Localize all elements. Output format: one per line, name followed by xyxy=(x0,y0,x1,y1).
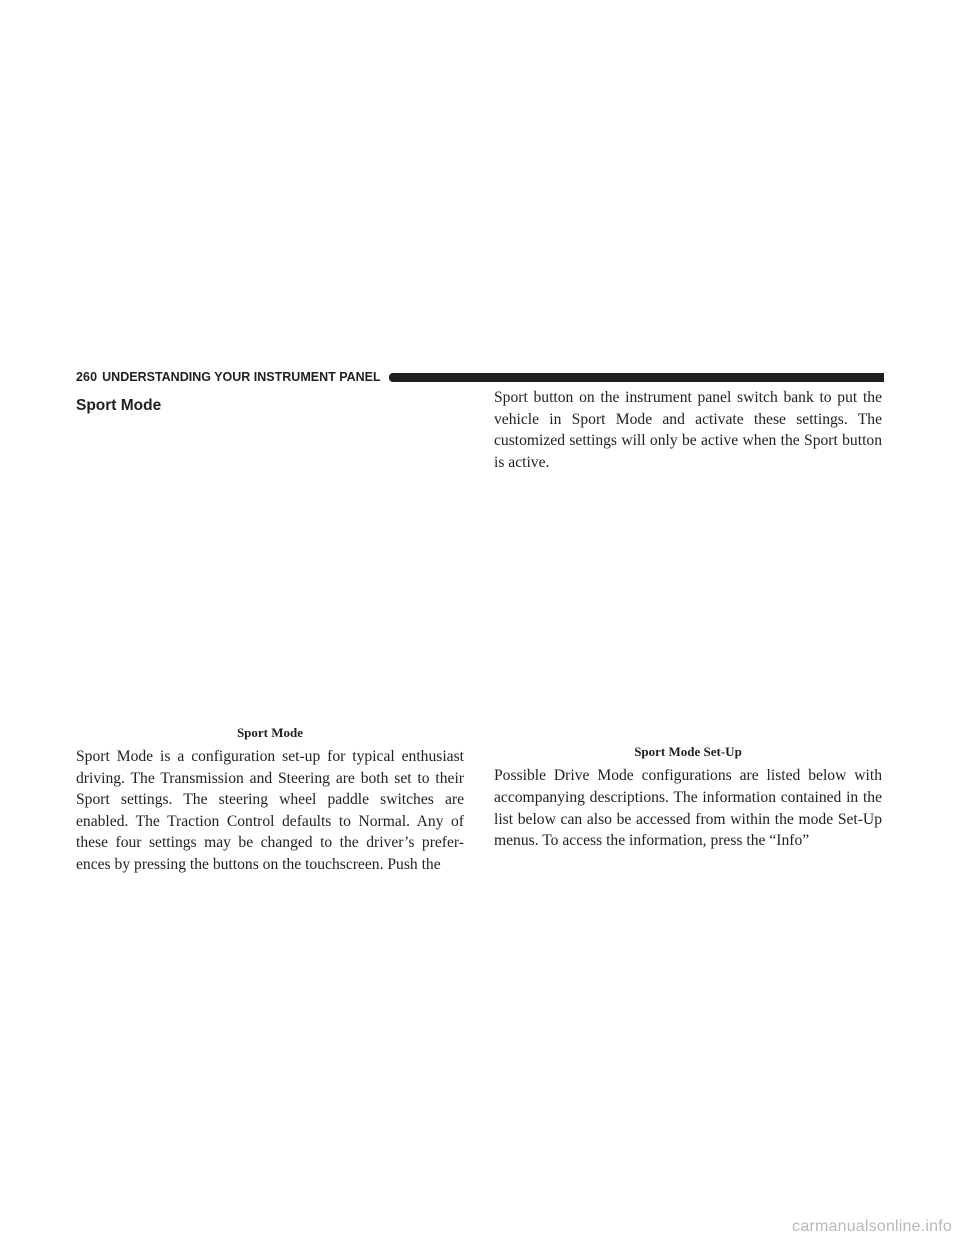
body-paragraph: Sport Mode is a configuration set-up for typical enthusiast driving. The Transmission and Steering are both set to their Sport settings. The steering wheel paddle switches are enabled. The Traction Control defaults to Normal. Any of these four settings may be changed to the driver’s prefer- ences by pressing the buttons on the touchscreen. Push the xyxy=(76,748,464,873)
body-paragraph-continued: Sport button on the instrument panel switch bank to put the vehicle in Sport Mode and activate these settings. The customized settings will only be active when the Sport button is active. xyxy=(494,389,882,471)
watermark-text: carmanualsonline.info xyxy=(792,1218,952,1235)
chapter-title: UNDERSTANDING YOUR INSTRUMENT PANEL xyxy=(102,370,381,384)
left-column xyxy=(76,396,464,876)
page-number: 260 xyxy=(76,370,98,384)
section-heading: Sport Mode xyxy=(76,397,162,414)
figure-caption-sport-mode: Sport Mode xyxy=(236,725,304,740)
body-paragraph: Possible Drive Mode configurations are listed below with accompanying descriptions. The information contained in the list below can also be accessed from within the mode Set-Up menus. To access the information, press the “Info” xyxy=(494,767,882,850)
sport-mode-setup-figure xyxy=(494,473,882,743)
figure-caption-sport-mode-setup: Sport Mode Set-Up xyxy=(634,744,742,760)
right-column xyxy=(494,387,882,852)
sport-mode-figure xyxy=(76,416,464,724)
header-rule xyxy=(389,373,884,382)
page-header xyxy=(76,369,884,385)
